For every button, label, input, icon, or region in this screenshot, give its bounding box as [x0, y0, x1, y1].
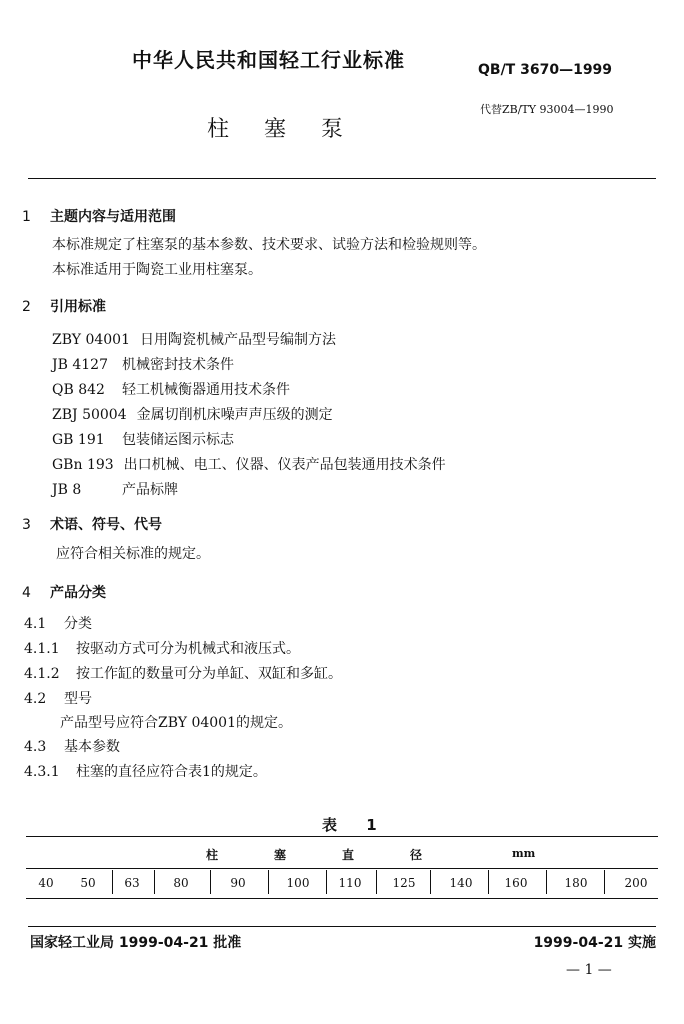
effective-date-line: 1999-04-21 实施	[533, 935, 656, 951]
table-column-separator	[546, 870, 547, 894]
section-1-heading	[22, 206, 176, 226]
table-cell: 80	[173, 876, 189, 890]
table-column-separator	[210, 870, 211, 894]
table-cell: 40	[38, 876, 54, 890]
clause-4-2	[24, 688, 92, 708]
clause-number: 4.3.1	[24, 764, 60, 780]
section-heading-text: 术语、符号、代号	[50, 517, 162, 533]
document-title: 柱 塞 泵	[207, 117, 357, 142]
section-heading-text: 引用标准	[50, 299, 106, 315]
table-column-separator	[604, 870, 605, 894]
reference-title: 机械密封技术条件	[122, 357, 234, 373]
reference-title: 产品标牌	[122, 482, 178, 498]
standard-number: QB/T 3670—1999	[478, 62, 613, 78]
table-cell: 200	[624, 876, 648, 890]
clause-number: 4.2	[24, 691, 47, 707]
reference-code: GB 191	[52, 432, 105, 448]
reference-item	[52, 379, 290, 399]
page-number: — 1 —	[566, 962, 612, 978]
reference-code: QB 842	[52, 382, 105, 398]
clause-text: 按工作缸的数量可分为单缸、双缸和多缸。	[76, 666, 342, 682]
section-3-line: 应符合相关标准的规定。	[56, 546, 210, 562]
clause-4-2-text: 产品型号应符合ZBY 04001的规定。	[60, 715, 292, 731]
reference-item	[52, 329, 336, 349]
reference-item	[52, 429, 234, 449]
reference-title: 包装储运图示标志	[122, 432, 234, 448]
table-header-rule	[26, 868, 658, 869]
section-number: 1	[22, 209, 31, 225]
reference-code: JB 8	[52, 482, 82, 498]
table-column-separator	[430, 870, 431, 894]
approval-line: 国家轻工业局 1999-04-21 批准	[30, 935, 242, 951]
table-top-rule	[26, 836, 658, 837]
plunger-diameter-table	[26, 836, 658, 902]
clause-4-1	[24, 613, 92, 633]
table-column-separator	[488, 870, 489, 894]
reference-code: ZBJ 50004	[52, 407, 127, 423]
section-1-line-2: 本标准适用于陶瓷工业用柱塞泵。	[52, 262, 262, 278]
section-number: 3	[22, 517, 31, 533]
clause-text: 分类	[64, 616, 92, 632]
section-heading-text: 产品分类	[50, 585, 106, 601]
clause-number: 4.3	[24, 739, 47, 755]
section-1-line-1: 本标准规定了柱塞泵的基本参数、技术要求、试验方法和检验规则等。	[52, 237, 486, 253]
clause-4-3	[24, 736, 120, 756]
table-cell: 125	[392, 876, 416, 890]
table-cell: 90	[230, 876, 246, 890]
issuing-organization: 中华人民共和国轻工行业标准	[132, 48, 405, 72]
reference-item	[52, 479, 178, 499]
reference-code: ZBY 04001	[52, 332, 130, 348]
reference-item	[52, 454, 446, 474]
replaces-standard: 代替ZB/TY 93004—1990	[480, 103, 614, 116]
clause-text: 基本参数	[64, 739, 120, 755]
table-cell: 140	[449, 876, 473, 890]
table-cell: 160	[504, 876, 528, 890]
clause-4-1-2	[24, 663, 342, 683]
reference-title: 出口机械、电工、仪器、仪表产品包装通用技术条件	[123, 457, 446, 473]
reference-item	[52, 404, 333, 424]
section-number: 4	[22, 585, 31, 601]
reference-item	[52, 354, 234, 374]
table-column-separator	[376, 870, 377, 894]
footer-rule	[28, 926, 656, 927]
table-cell: 180	[564, 876, 588, 890]
table-cell: 63	[124, 876, 140, 890]
table-cell: 50	[80, 876, 96, 890]
header-rule	[28, 178, 656, 179]
section-4-heading	[22, 582, 106, 602]
section-2-heading	[22, 296, 106, 316]
clause-4-3-1	[24, 761, 267, 781]
table-bottom-rule	[26, 898, 658, 899]
table-header-char: 塞	[274, 848, 287, 862]
table-header	[206, 846, 478, 863]
table-header-char: 直	[342, 848, 355, 862]
reference-title: 轻工机械衡器通用技术条件	[122, 382, 290, 398]
section-number: 2	[22, 299, 31, 315]
section-3-heading	[22, 514, 162, 534]
clause-number: 4.1	[24, 616, 47, 632]
clause-text: 型号	[64, 691, 92, 707]
table-caption: 表 1	[322, 816, 389, 834]
clause-4-1-1	[24, 638, 300, 658]
table-header-char: 径	[410, 848, 423, 862]
table-column-separator	[154, 870, 155, 894]
clause-number: 4.1.2	[24, 666, 60, 682]
reference-code: JB 4127	[52, 357, 108, 373]
reference-title: 日用陶瓷机械产品型号编制方法	[140, 332, 336, 348]
reference-code: GBn 193	[52, 457, 114, 473]
table-unit: mm	[512, 847, 536, 860]
table-column-separator	[268, 870, 269, 894]
clause-text: 按驱动方式可分为机械式和液压式。	[76, 641, 300, 657]
reference-title: 金属切削机床噪声声压级的测定	[136, 407, 333, 423]
table-column-separator	[326, 870, 327, 894]
table-header-char: 柱	[206, 848, 219, 862]
clause-number: 4.1.1	[24, 641, 60, 657]
clause-text: 柱塞的直径应符合表1的规定。	[76, 764, 267, 780]
table-cell: 110	[338, 876, 362, 890]
section-heading-text: 主题内容与适用范围	[50, 209, 176, 225]
table-cell: 100	[286, 876, 310, 890]
